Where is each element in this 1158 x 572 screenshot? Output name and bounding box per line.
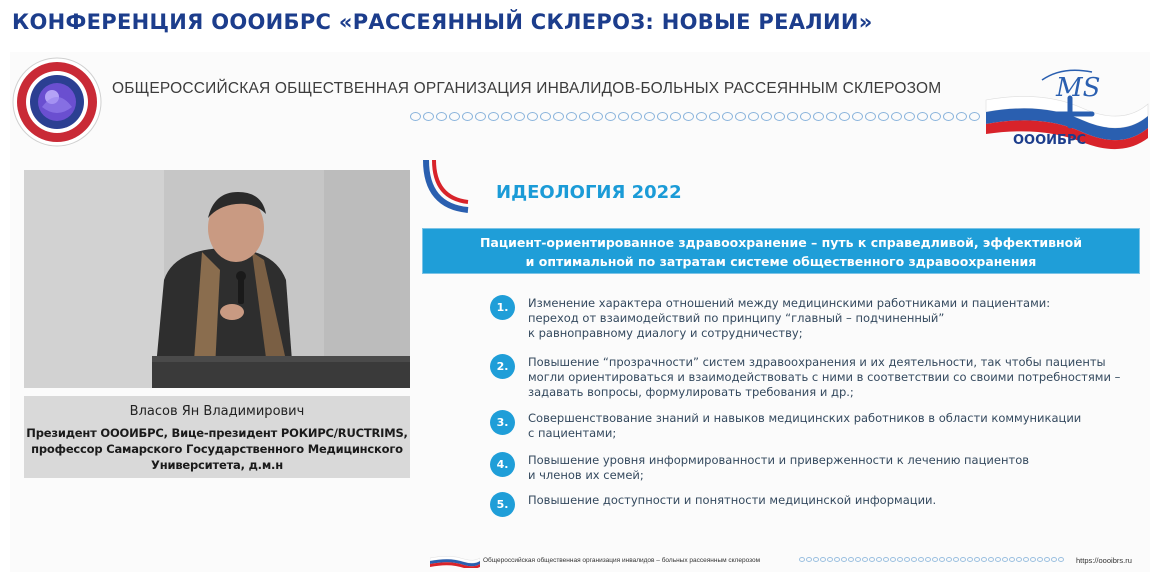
- item-number-circle: 2.: [490, 354, 515, 379]
- slide-title: ИДЕОЛОГИЯ 2022: [496, 182, 682, 203]
- item-number-circle: 1.: [490, 295, 515, 320]
- item-number-circle: 4.: [490, 452, 515, 477]
- brand-mark: MS: [1056, 73, 1101, 103]
- item-text-line: Повышение “прозрачности” систем здравоохранения и их деятельности, так чтобы пациенты: [528, 355, 1106, 369]
- item-number-circle: 5.: [490, 492, 515, 517]
- banner-line: Пациент-ориентированное здравоохранение – путь к справедливой, эффективной: [479, 235, 1083, 250]
- decorative-dots-header: [410, 112, 980, 121]
- item-text-line: Совершенствование знаний и навыков медицинских работников в области коммуникации: [528, 411, 1082, 425]
- item-text-line: и членов их семей;: [528, 468, 644, 482]
- speaker-caption: [24, 396, 410, 478]
- item-text-line: задавать вопросы, формулировать требования и др.;: [528, 385, 854, 399]
- item-text-line: с пациентами;: [528, 426, 617, 440]
- page-title: КОНФЕРЕНЦИЯ ОООИБРС «РАССЕЯННЫЙ СКЛЕРОЗ: НОВЫЕ РЕАЛИИ»: [12, 10, 873, 34]
- slide-footer-text: Общероссийская общественная организация инвалидов – больных рассеянным склерозом: [483, 557, 761, 564]
- video-frame: [10, 52, 1150, 572]
- slide-banner: [422, 228, 1140, 274]
- speaker-title-line: Университета, д.м.н: [151, 458, 283, 472]
- speaker-name: Власов Ян Владимирович: [129, 404, 305, 419]
- speaker-title-line: Президент ОООИБРС, Вице-президент РОКИРС/RUCTRIMS,: [26, 426, 408, 440]
- speaker-title-line: профессор Самарского Государственного Медицинского: [31, 442, 403, 456]
- slide-footer-url: https://oooibrs.ru: [1076, 556, 1132, 565]
- item-text-line: переход от взаимодействий по принципу “главный – подчиненный”: [528, 311, 945, 325]
- ms-society-globe-logo-icon: [12, 57, 102, 147]
- item-text-line: Изменение характера отношений между медицинскими работниками и пациентами:: [528, 296, 1051, 310]
- speaker-video: [24, 170, 410, 388]
- banner-line: и оптимальной по затратам системе общественного здравоохранения: [525, 254, 1037, 269]
- item-number-circle: 3.: [490, 410, 515, 435]
- item-text-line: Повышение уровня информированности и приверженности к лечению пациентов: [528, 453, 1030, 467]
- item-text-line: Повышение доступности и понятности медицинской информации.: [528, 493, 937, 507]
- brand-name: ОООИБРС: [1013, 133, 1087, 148]
- footer-flag-logo-icon: [430, 550, 480, 568]
- speaker-video-image: [24, 170, 410, 388]
- item-text-line: могли ориентироваться и взаимодействовать с ними в соответствии со своими потребностями –: [528, 370, 1121, 384]
- organization-name: ОБЩЕРОССИЙСКАЯ ОБЩЕСТВЕННАЯ ОРГАНИЗАЦИЯ ИНВАЛИДОВ-БОЛЬНЫХ РАССЕЯННЫМ СКЛЕРОЗОМ: [112, 80, 942, 97]
- slide-corner-arc-icon: [422, 160, 472, 216]
- item-text-line: к равноправному диалогу и сотрудничеству;: [528, 326, 803, 340]
- decorative-dots-footer: [799, 557, 1064, 562]
